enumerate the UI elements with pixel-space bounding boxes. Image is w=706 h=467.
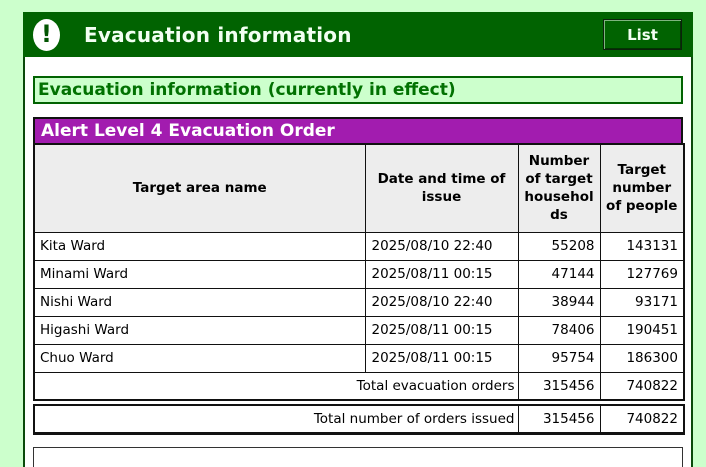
table-row bbox=[34, 232, 684, 260]
area-cell: Kita Ward bbox=[34, 232, 365, 260]
households-cell: 38944 bbox=[518, 288, 600, 316]
header-row bbox=[34, 144, 684, 232]
households-cell: 55208 bbox=[518, 232, 600, 260]
households-cell: 95754 bbox=[518, 344, 600, 372]
grand-total-table bbox=[33, 404, 685, 435]
area-cell: Nishi Ward bbox=[34, 288, 365, 316]
table-row bbox=[34, 344, 684, 372]
datetime-cell: 2025/08/11 00:15 bbox=[365, 260, 518, 288]
people-cell: 143131 bbox=[600, 232, 684, 260]
grand-total-households: 315456 bbox=[518, 405, 600, 433]
grand-total-row bbox=[34, 405, 684, 433]
grand-total-people: 740822 bbox=[600, 405, 684, 433]
content-panel bbox=[23, 57, 693, 467]
households-cell: 47144 bbox=[518, 260, 600, 288]
datetime-cell: 2025/08/11 00:15 bbox=[365, 344, 518, 372]
area-cell: Minami Ward bbox=[34, 260, 365, 288]
section-heading: Evacuation information (currently in effect) bbox=[33, 76, 683, 104]
area-cell: Higashi Ward bbox=[34, 316, 365, 344]
col-header-people: Target number of people bbox=[600, 144, 684, 232]
evacuation-table bbox=[33, 143, 685, 401]
page-wrapper bbox=[23, 12, 693, 467]
total-label: Total evacuation orders bbox=[34, 372, 518, 400]
table-row bbox=[34, 316, 684, 344]
table-header bbox=[34, 144, 684, 232]
table-row bbox=[34, 288, 684, 316]
datetime-cell: 2025/08/10 22:40 bbox=[365, 288, 518, 316]
total-row bbox=[34, 372, 684, 400]
alert-level-banner: Alert Level 4 Evacuation Order bbox=[33, 117, 683, 143]
page-title: Evacuation information bbox=[84, 22, 352, 47]
table-row bbox=[34, 260, 684, 288]
list-button[interactable]: List bbox=[603, 19, 682, 50]
total-people: 740822 bbox=[600, 372, 684, 400]
people-cell: 186300 bbox=[600, 344, 684, 372]
total-households: 315456 bbox=[518, 372, 600, 400]
area-cell: Chuo Ward bbox=[34, 344, 365, 372]
households-cell: 78406 bbox=[518, 316, 600, 344]
col-header-datetime: Date and time of issue bbox=[365, 144, 518, 232]
next-section-box bbox=[33, 447, 683, 467]
grand-total-label: Total number of orders issued bbox=[34, 405, 518, 433]
col-header-households: Number of target households bbox=[518, 144, 600, 232]
datetime-cell: 2025/08/11 00:15 bbox=[365, 316, 518, 344]
people-cell: 190451 bbox=[600, 316, 684, 344]
datetime-cell: 2025/08/10 22:40 bbox=[365, 232, 518, 260]
alert-exclamation-icon: ! bbox=[33, 19, 60, 51]
col-header-area: Target area name bbox=[34, 144, 365, 232]
people-cell: 127769 bbox=[600, 260, 684, 288]
people-cell: 93171 bbox=[600, 288, 684, 316]
topbar bbox=[23, 12, 693, 57]
